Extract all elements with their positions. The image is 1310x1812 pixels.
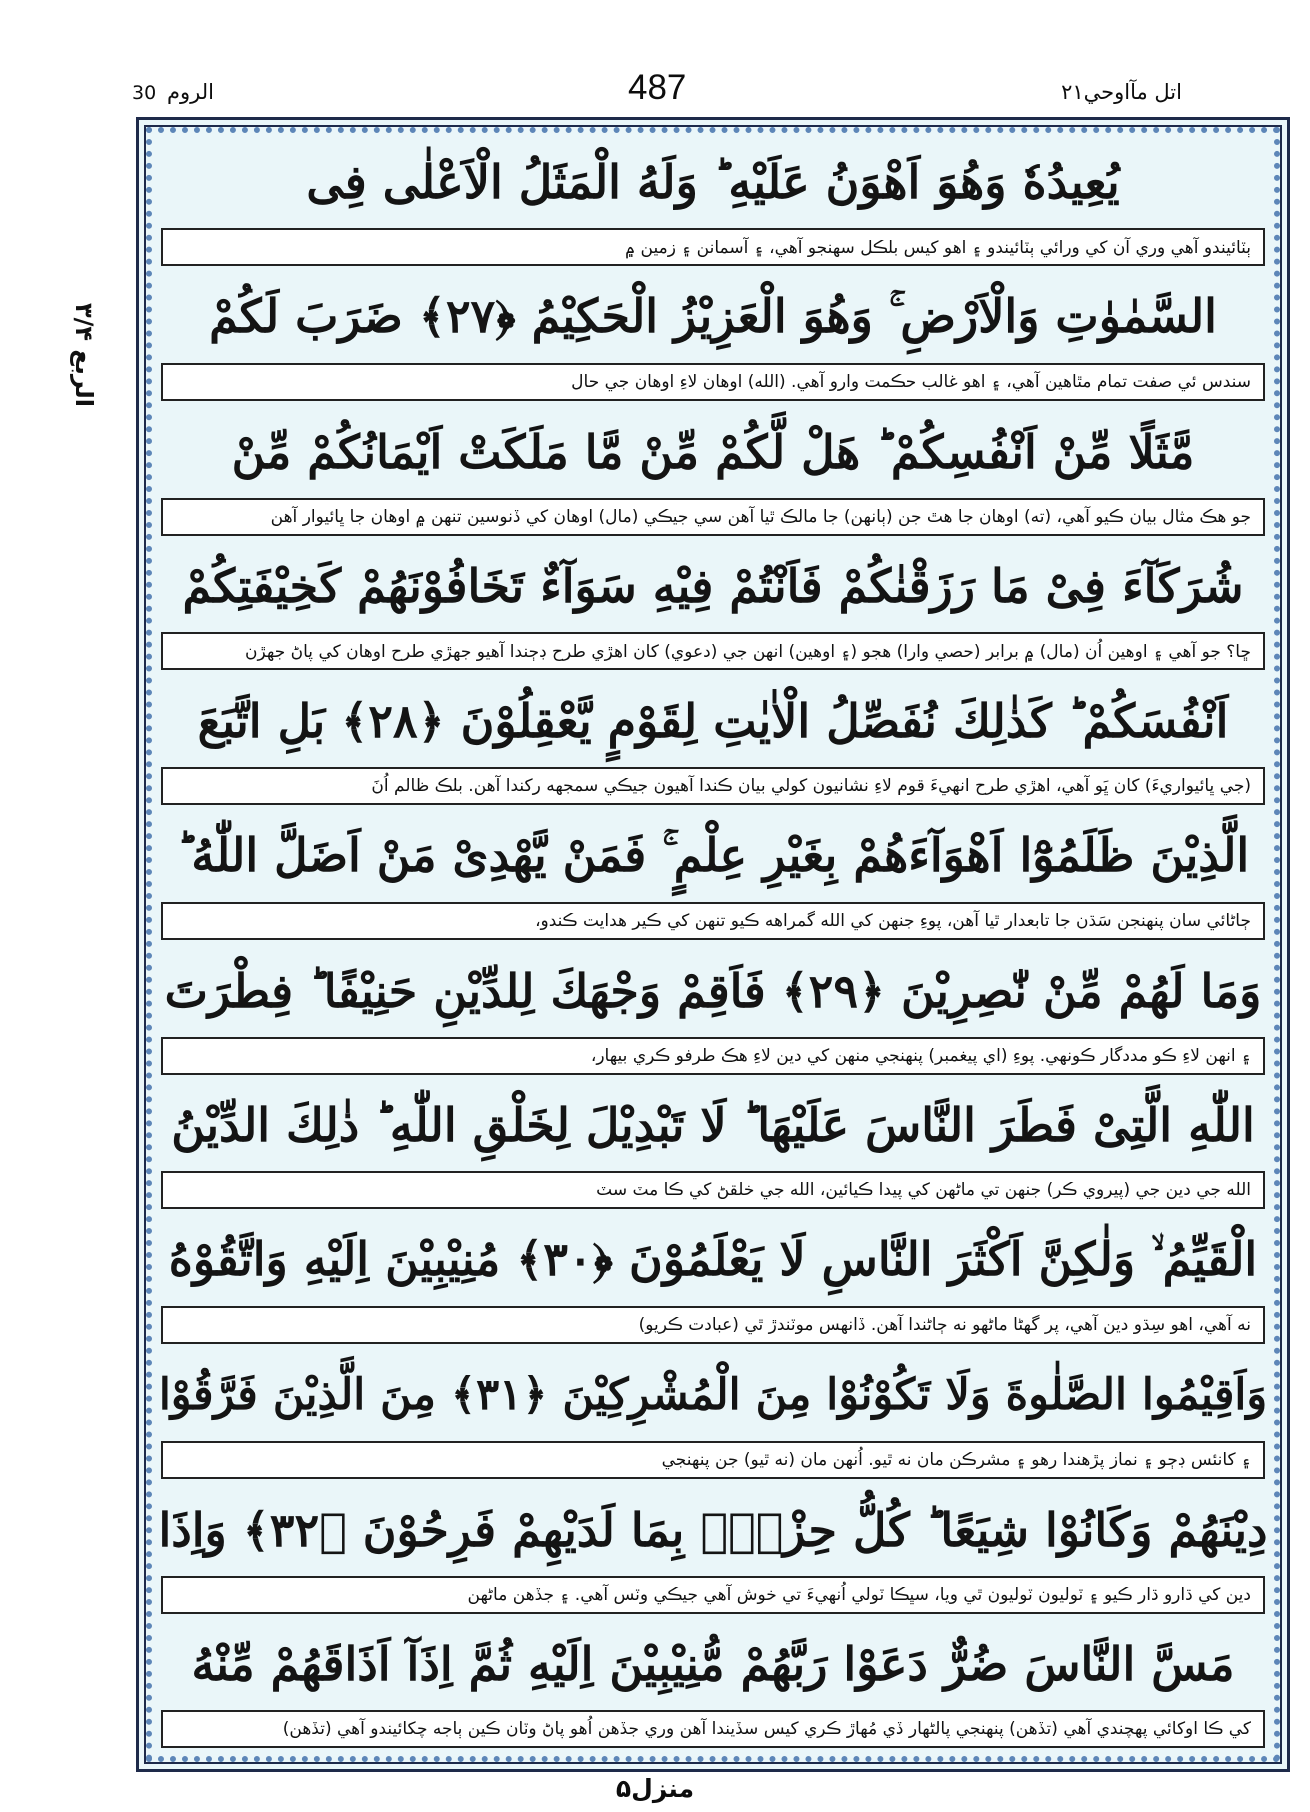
translation-line: ڄاڻائي سان پنهنجن سَڌن جا تابعدار ٿيا آهن، پوءِ جنهن کي الله گمراهه ڪيو تنهن کي ڪير هدايت ڪندو، [161, 902, 1265, 940]
verse-row [155, 1618, 1271, 1753]
page-frame [136, 117, 1290, 1772]
arabic-line: الْقَيِّمُ ۙ وَلٰكِنَّ اَكْثَرَ النَّاسِ لَا يَعْلَمُوْنَ ﴿۳۰﴾ مُنِيْبِيْنَ اِلَيْهِ وَاتَّقُوْهُ [168, 1232, 1258, 1286]
surah-name: الروم [167, 80, 214, 104]
translation-line: دين کي ڌارو ڌار ڪيو ۽ ٽوليون ٽوليون ٿي ويا، سڀڪا ٽولي اُنهيءَ تي خوش آهي جيڪي وٽس آهي. ۽ جڏهن ماڻهن [161, 1576, 1265, 1614]
verse-row [155, 1349, 1271, 1484]
verse-row [155, 406, 1271, 541]
rub-marker: الربع ۳/۴ [70, 303, 98, 407]
juz-number: 30 [132, 82, 157, 104]
arabic-line: اللّٰهِ الَّتِىْ فَطَرَ النَّاسَ عَلَيْهَا ؕ لَا تَبْدِيْلَ لِخَلْقِ اللّٰهِ ؕ ذٰلِكَ الدِّيْنُ [171, 1098, 1255, 1153]
arabic-line: شُرَكَآءَ فِىْ مَا رَزَقْنٰكُمْ فَاَنْتُمْ فِيْهِ سَوَآءٌ تَخَافُوْنَهُمْ كَخِيْفَتِكُمْ [182, 559, 1244, 614]
translation-line: الله جي دين جي (پيروي ڪر) جنهن تي ماڻهن کي پيدا ڪيائين، الله جي خلقڻ کي ڪا مٽ سٽ [161, 1171, 1265, 1209]
verse-row [155, 540, 1271, 675]
arabic-line: مَسَّ النَّاسَ ضُرٌّ دَعَوْا رَبَّهُمْ مُّنِيْبِيْنَ اِلَيْهِ ثُمَّ اِذَآ اَذَاقَهُمْ مِّنْهُ [191, 1637, 1235, 1692]
arabic-line: وَمَا لَهُمْ مِّنْ نّٰصِرِيْنَ ﴿۲۹﴾ فَاَقِمْ وَجْهَكَ لِلدِّيْنِ حَنِيْفًا ؕ فِطْرَتَ [164, 963, 1262, 1018]
verse-row [155, 1079, 1271, 1214]
verse-row [155, 945, 1271, 1080]
verse-row [155, 1484, 1271, 1619]
translation-line: جو هڪ مثال بيان ڪيو آهي، (ته) اوهان جا هٿ جن (ٻانهن) جا مالڪ ٿيا آهن سي جيڪي (مال) اوهان کي ڏنوسين تنهن ۾ اوهان جا ڀائيوار آهن [161, 498, 1265, 536]
arabic-line: اَنْفُسَكُمْ ؕ كَذٰلِكَ نُفَصِّلُ الْاٰيٰتِ لِقَوْمٍ يَّعْقِلُوْنَ ﴿۲۸﴾ بَلِ اتَّبَعَ [197, 694, 1229, 748]
verse-row [155, 1214, 1271, 1349]
translation-line: کي ڪا اوکائي پهچندي آهي (تڏهن) پنهنجي پالڻهار ڏي مُهاڙ ڪري کيس سڏيندا آهن وري جڏهن اُهو پاڻ وٽان ڪين ٻاجه چکائيندو آهي (تڏهن) [161, 1710, 1265, 1748]
translation-line: ڇا؟ جو آهي ۽ اوهين اُن (مال) ۾ برابر (حصي وارا) هجو (۽ اوهين) انهن جي (دعوي) کان اهڙي طرح ڊڄندا آهيو جهڙي طرح اوهان کي پاڻ جهڙن [161, 632, 1265, 670]
arabic-line: مَّثَلًا مِّنْ اَنْفُسِكُمْ ؕ هَلْ لَّكُمْ مِّنْ مَّا مَلَكَتْ اَيْمَانُكُمْ مِّنْ [231, 424, 1195, 479]
translation-line: نه آهي، اهو سِڌو دين آهي، پر گهڻا ماڻهو نه ڄاڻندا آهن. ڏانهس موٽندڙ ٿي (عبادت ڪريو) [161, 1306, 1265, 1344]
verse-row [155, 810, 1271, 945]
verse-block [155, 136, 1271, 1753]
verse-row [155, 136, 1271, 271]
arabic-line: السَّمٰوٰتِ وَالْاَرْضِ ۚ وَهُوَ الْعَزِيْزُ الْحَكِيْمُ ﴿۲۷﴾ ضَرَبَ لَكُمْ [209, 288, 1217, 343]
page-number: 487 [628, 68, 687, 107]
verse-row [155, 271, 1271, 406]
translation-line: ٻٽائيندو آهي وري آن کي ورائي ٻٽائيندو ۽ اهو کيس بلڪل سهنجو آهي، ۽ آسمانن ۽ زمين ۾ [161, 228, 1265, 266]
manzil-footer: منزل۵ [615, 1774, 695, 1803]
arabic-line: الَّذِيْنَ ظَلَمُوْٓا اَهْوَآءَهُمْ بِغَيْرِ عِلْمٍ ۚ فَمَنْ يَّهْدِىْ مَنْ اَضَلَّ اللّٰهُ ؕ [176, 827, 1250, 882]
translation-line: سندس ئي صفت تمام مٿاهين آهي، ۽ اهو غالب حڪمت وارو آهي. (الله) اوهان لاءِ اوهان جي حال [161, 363, 1265, 401]
arabic-line: وَاَقِيْمُوا الصَّلٰوةَ وَلَا تَكُوْنُوْا مِنَ الْمُشْرِكِيْنَ ﴿۳۱﴾ مِنَ الَّذِيْنَ فَرَّقُوْا [158, 1369, 1268, 1420]
translation-line: (جي ڀائيواريءَ) کان ڀَو آهي، اهڙي طرح انهيءَ قوم لاءِ نشانيون کولي بيان ڪندا آهيون جيڪي سمجهه رکندا آهن. بلڪ ظالم اُنَ [161, 767, 1265, 805]
arabic-line: دِيْنَهُمْ وَكَانُوْا شِيَعًا ؕ كُلُّ حِزْبٍۭ بِمَا لَدَيْهِمْ فَرِحُوْنَ ﴿۳۲﴾ وَاِذَا [158, 1502, 1268, 1557]
page-header [0, 68, 1310, 112]
translation-line: ۽ کانئس ڊڄو ۽ نماز پڙهندا رهو ۽ مشرڪن مان نه ٿيو. اُنهن مان (نه ٿيو) جن پنهنجي [161, 1441, 1265, 1479]
arabic-line: يُعِيدُهٗ وَهُوَ اَهْوَنُ عَلَيْهِ ؕ وَلَهُ الْمَثَلُ الْاَعْلٰى فِى [306, 155, 1120, 209]
para-name: اتل مآاوحي۲۱ [1061, 80, 1182, 104]
translation-line: ۽ انهن لاءِ ڪو مددگار ڪونهي. پوءِ (اي پيغمبر) پنهنجي منهن کي دين لاءِ هڪ طرفو ڪري بيهار، [161, 1037, 1265, 1075]
verse-row [155, 675, 1271, 810]
